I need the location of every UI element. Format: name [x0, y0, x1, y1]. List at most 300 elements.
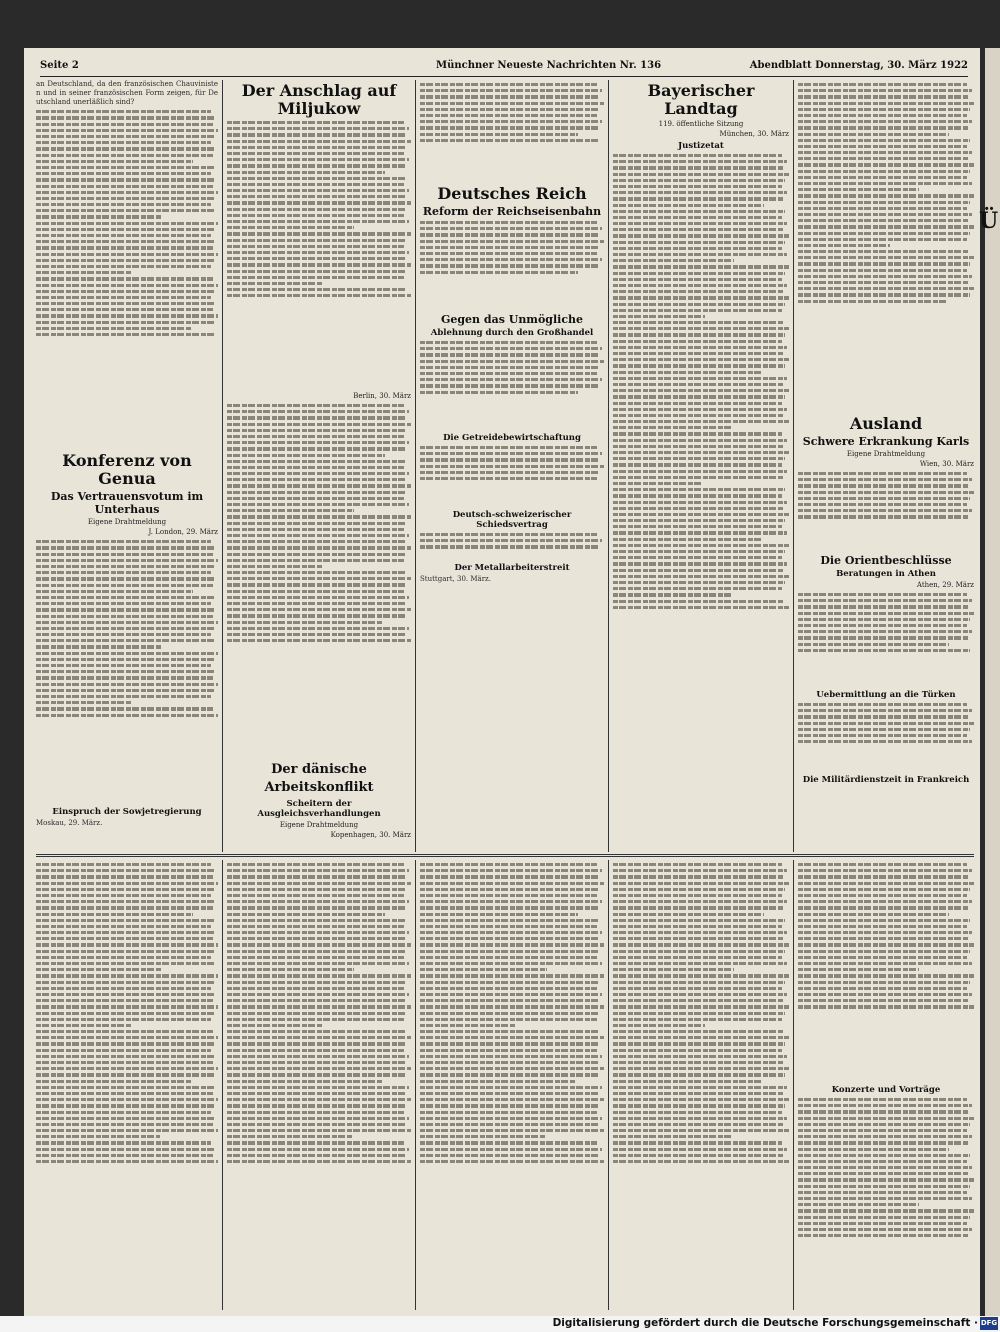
text-line [227, 460, 407, 463]
text-line [36, 234, 211, 237]
text-line [613, 457, 785, 460]
text-line [613, 296, 789, 299]
text-line [36, 602, 211, 605]
text-line [613, 937, 784, 940]
text-line [798, 1005, 974, 1008]
text-line [798, 869, 972, 872]
text-line [798, 1154, 970, 1157]
text-line [798, 618, 970, 621]
text-line [798, 89, 972, 92]
text-line [420, 962, 602, 965]
text-line [36, 670, 216, 673]
text-line [613, 1005, 789, 1008]
text-line [227, 276, 404, 279]
text-line [36, 999, 213, 1002]
text-line [227, 919, 407, 922]
text-line [420, 227, 602, 230]
text-line [36, 1141, 211, 1144]
text-line [613, 445, 784, 448]
text-line [613, 869, 787, 872]
text-line [613, 204, 764, 207]
text-line [36, 228, 214, 231]
text-line [613, 253, 787, 256]
text-line [36, 863, 211, 866]
text-line [613, 259, 734, 262]
page-number: Seite 2 [40, 60, 79, 71]
text-line [36, 993, 216, 996]
text-line [227, 546, 411, 549]
column-rule [222, 860, 223, 1310]
text-line [36, 974, 218, 977]
text-line [227, 534, 409, 537]
text-line [613, 482, 703, 485]
headline-reich: Deutsches Reich [437, 184, 587, 203]
text-line [36, 160, 193, 163]
text-line [420, 1018, 597, 1021]
text-line [613, 993, 787, 996]
text-line [613, 272, 785, 275]
text-line [227, 602, 405, 605]
text-line [36, 209, 216, 212]
text-line [227, 540, 405, 543]
text-line [613, 950, 785, 953]
text-line [798, 882, 974, 885]
text-line [798, 913, 949, 916]
text-line [613, 550, 785, 553]
text-line [613, 581, 785, 584]
text-line [420, 1129, 604, 1132]
text-line [420, 366, 600, 369]
getreide-body [420, 446, 604, 508]
text-line [420, 452, 602, 455]
text-line [798, 962, 972, 965]
text-line [613, 1123, 784, 1126]
subheadline-genua: Das Vertrauensvotum im Unterhaus [50, 490, 204, 517]
text-line [36, 147, 216, 150]
text-line [613, 587, 782, 590]
text-line [227, 981, 407, 984]
text-line [227, 121, 404, 124]
text-line [227, 1104, 407, 1107]
text-line [36, 906, 213, 909]
text-line [613, 1086, 787, 1089]
text-line [798, 201, 970, 204]
text-line [798, 478, 972, 481]
text-line [227, 466, 404, 469]
text-line [798, 472, 967, 475]
agency-daenisch: Eigene Drahtmeldung [279, 821, 359, 829]
text-line [798, 238, 967, 241]
text-line [36, 981, 214, 984]
text-line [798, 863, 967, 866]
text-line [613, 346, 787, 349]
text-line [613, 913, 764, 916]
text-line [798, 1098, 967, 1101]
text-line [613, 210, 785, 213]
text-line [36, 540, 211, 543]
text-line [613, 439, 787, 442]
text-line [36, 1030, 213, 1033]
text-line [420, 347, 602, 350]
text-line [36, 172, 211, 175]
text-line [227, 1154, 405, 1157]
text-line [227, 127, 409, 130]
text-line [798, 139, 970, 142]
text-line [36, 676, 213, 679]
text-line [36, 645, 162, 648]
text-line [798, 133, 949, 136]
text-line [420, 391, 578, 394]
text-line [227, 1073, 407, 1076]
carry-over-text [420, 83, 604, 183]
text-line [227, 559, 404, 562]
headline-unmoeglich: Gegen das Unmögliche [440, 313, 584, 326]
text-line [227, 478, 405, 481]
text-line [227, 288, 405, 291]
text-line [798, 987, 967, 990]
text-line [227, 270, 407, 273]
text-line [798, 83, 967, 86]
text-line [420, 139, 600, 142]
text-line [227, 294, 411, 297]
text-line [798, 108, 970, 111]
text-line [227, 875, 405, 878]
text-line [798, 1148, 949, 1151]
text-line [613, 1154, 784, 1157]
text-line [613, 1160, 789, 1163]
text-line [227, 484, 411, 487]
text-line [798, 163, 974, 166]
text-line [798, 703, 967, 706]
text-line [227, 497, 404, 500]
text-line [613, 1042, 785, 1045]
text-line [420, 378, 602, 381]
text-line [613, 1018, 782, 1021]
text-line [36, 888, 214, 891]
text-line [420, 882, 604, 885]
anschlag-body-2 [227, 404, 411, 759]
text-line [36, 191, 218, 194]
text-line [613, 1067, 789, 1070]
text-line [798, 300, 948, 303]
text-line [36, 943, 218, 946]
text-line [613, 900, 787, 903]
text-line [613, 1012, 785, 1015]
column-rule [415, 80, 416, 852]
text-line [798, 630, 972, 633]
feuilleton-rule [36, 854, 974, 855]
text-line [227, 906, 405, 909]
text-line [227, 943, 411, 946]
text-line [613, 247, 782, 250]
text-line [420, 120, 602, 123]
text-line [420, 353, 598, 356]
text-line [36, 1104, 214, 1107]
text-line [420, 1086, 602, 1089]
newspaper-page [24, 48, 980, 1316]
text-line [798, 244, 890, 247]
headline-daenisch: Der dänische Arbeitskonflikt [264, 762, 374, 795]
text-line [798, 931, 972, 934]
newspaper-title: Münchner Neueste Nachrichten Nr. 136 [436, 60, 662, 71]
text-line [420, 1080, 576, 1083]
text-line [798, 875, 969, 878]
text-line [36, 333, 216, 336]
text-line [227, 627, 409, 630]
text-line [798, 649, 970, 652]
text-line [227, 931, 409, 934]
text-line [798, 1209, 974, 1212]
text-line [36, 1073, 214, 1076]
text-line [420, 240, 604, 243]
text-line [227, 900, 409, 903]
text-line [798, 1129, 967, 1132]
headline-orient: Die Orientbeschlüsse [820, 554, 952, 567]
text-line [613, 166, 784, 169]
text-line [613, 1073, 785, 1076]
dateline-orient: Athen, 29. März [916, 581, 974, 589]
text-line [613, 513, 789, 516]
text-line [227, 214, 404, 217]
dateline-genua: J. London, 29. März [148, 528, 218, 537]
text-line [36, 1148, 216, 1151]
text-line [227, 1049, 404, 1052]
footer-credit: Digitalisierung gefördert durch die Deutsche Forschungsgemeinschaft · [552, 1317, 978, 1329]
column-1 [36, 80, 218, 852]
text-line [420, 1111, 597, 1114]
text-line [420, 1042, 600, 1045]
text-line [36, 950, 214, 953]
text-line [420, 384, 598, 387]
text-line [36, 1111, 211, 1114]
text-line [227, 596, 409, 599]
text-line [36, 590, 193, 593]
text-line [420, 956, 597, 959]
text-line [420, 341, 597, 344]
text-line [613, 1129, 789, 1132]
tuerken-body [798, 703, 974, 773]
text-line [227, 590, 404, 593]
text-line [227, 1055, 409, 1058]
text-line [613, 1080, 763, 1083]
text-line [227, 993, 409, 996]
text-line [420, 539, 602, 542]
text-line [420, 1117, 602, 1120]
text-line [798, 1123, 970, 1126]
dfg-logo: DFG [980, 1317, 998, 1330]
text-line [227, 1080, 383, 1083]
text-line [36, 714, 218, 717]
text-line [798, 176, 967, 179]
text-line [227, 164, 405, 167]
text-line [420, 1092, 598, 1095]
text-line [227, 423, 411, 426]
text-line [227, 968, 354, 971]
text-line [36, 695, 211, 698]
text-line [613, 197, 784, 200]
text-line [613, 1024, 705, 1027]
text-line [798, 943, 974, 946]
text-line [613, 463, 782, 466]
landtag-body [613, 154, 789, 834]
column-4 [613, 80, 789, 852]
text-line [227, 1018, 404, 1021]
unmoeglich-body [420, 341, 604, 431]
adjacent-page-fragment: Ü [979, 208, 999, 234]
text-line [420, 446, 597, 449]
text-line [36, 608, 216, 611]
text-line [227, 503, 409, 506]
text-line [613, 402, 782, 405]
text-line [798, 232, 970, 235]
text-line [798, 937, 969, 940]
text-line [36, 639, 216, 642]
text-line [36, 222, 218, 225]
text-line [613, 888, 785, 891]
text-line [613, 974, 789, 977]
text-line [420, 894, 597, 897]
text-line [36, 129, 218, 132]
text-line [798, 262, 970, 265]
text-line [36, 707, 213, 710]
text-line [613, 882, 789, 885]
text-line [227, 195, 405, 198]
text-line [420, 114, 597, 117]
text-line [798, 728, 970, 731]
text-line [613, 1030, 784, 1033]
header-rule [40, 76, 968, 77]
text-line [227, 509, 354, 512]
text-line [613, 321, 784, 324]
text-line [798, 612, 974, 615]
text-line [798, 993, 972, 996]
text-line [613, 1135, 733, 1138]
text-line [613, 228, 784, 231]
text-line [36, 1086, 216, 1089]
text-line [798, 275, 972, 278]
text-line [420, 900, 602, 903]
subheadline-reich: Reform der Reichseisenbahn [422, 205, 602, 218]
text-line [798, 102, 974, 105]
text-line [613, 968, 734, 971]
text-line [613, 173, 789, 176]
text-line [798, 722, 974, 725]
text-line [798, 157, 969, 160]
text-line [613, 1111, 782, 1114]
text-line [36, 925, 211, 928]
text-line [613, 1036, 789, 1039]
text-line [36, 546, 216, 549]
text-line [227, 1067, 411, 1070]
text-line [613, 1117, 787, 1120]
text-line [36, 1036, 218, 1039]
text-line [798, 491, 974, 494]
text-line [798, 269, 967, 272]
text-line [420, 974, 604, 977]
headline-einspruch: Einspruch der Sowjetregierung [52, 807, 202, 818]
text-line [36, 135, 214, 138]
text-line [420, 999, 598, 1002]
text-line [613, 981, 785, 984]
text-line [36, 154, 213, 157]
text-line [36, 277, 213, 280]
text-line [420, 1073, 600, 1076]
text-line [798, 188, 919, 191]
subheadline-unmoeglich: Ablehnung durch den Großhandel [430, 328, 594, 338]
text-line [36, 166, 214, 169]
text-line [798, 1141, 969, 1144]
text-line [613, 1104, 785, 1107]
text-line [36, 1005, 218, 1008]
text-line [36, 1061, 213, 1064]
feuilleton-text [227, 860, 411, 1310]
text-line [798, 894, 967, 897]
agency-ausland: Eigene Drahtmeldung [846, 450, 926, 458]
article-body [36, 110, 218, 450]
text-line [798, 497, 970, 500]
text-line [798, 888, 970, 891]
text-line [36, 1080, 191, 1083]
text-line [420, 1049, 597, 1052]
text-line [227, 608, 411, 611]
text-line [420, 943, 604, 946]
text-line [227, 239, 407, 242]
text-line [798, 1216, 970, 1219]
text-line [227, 491, 407, 494]
text-line [613, 333, 785, 336]
text-line [36, 1042, 214, 1045]
text-line [420, 252, 597, 255]
text-line [613, 919, 785, 922]
text-line [420, 477, 597, 480]
text-line [227, 583, 407, 586]
text-line [798, 900, 972, 903]
text-line [36, 327, 191, 330]
column-2 [227, 80, 411, 852]
text-line [36, 110, 211, 113]
text-line [613, 1148, 787, 1151]
text-line [227, 869, 409, 872]
feuilleton-column-3 [420, 860, 604, 1310]
headline-tuerken: Uebermittlung an die Türken [816, 690, 956, 700]
text-line [798, 1172, 969, 1175]
text-line [798, 1135, 972, 1138]
text-line [227, 913, 385, 916]
text-line [227, 621, 383, 624]
text-line [798, 1228, 972, 1231]
dateline-anschlag: Berlin, 30. März [353, 392, 411, 400]
text-line [36, 987, 211, 990]
text-line [227, 410, 409, 413]
headline-genua: Konferenz von Genua [62, 451, 192, 489]
text-line [798, 281, 969, 284]
text-line [36, 968, 162, 971]
text-line [420, 133, 578, 136]
text-line [420, 533, 597, 536]
digitization-footer [0, 1316, 1000, 1332]
text-line [613, 1049, 782, 1052]
text-line [613, 290, 784, 293]
schieds-body [420, 533, 604, 561]
text-line [420, 1154, 598, 1157]
text-line [613, 488, 785, 491]
text-line [227, 925, 404, 928]
text-line [227, 251, 409, 254]
text-line [420, 1135, 545, 1138]
text-line [613, 426, 733, 429]
text-line [227, 571, 405, 574]
text-line [613, 160, 787, 163]
